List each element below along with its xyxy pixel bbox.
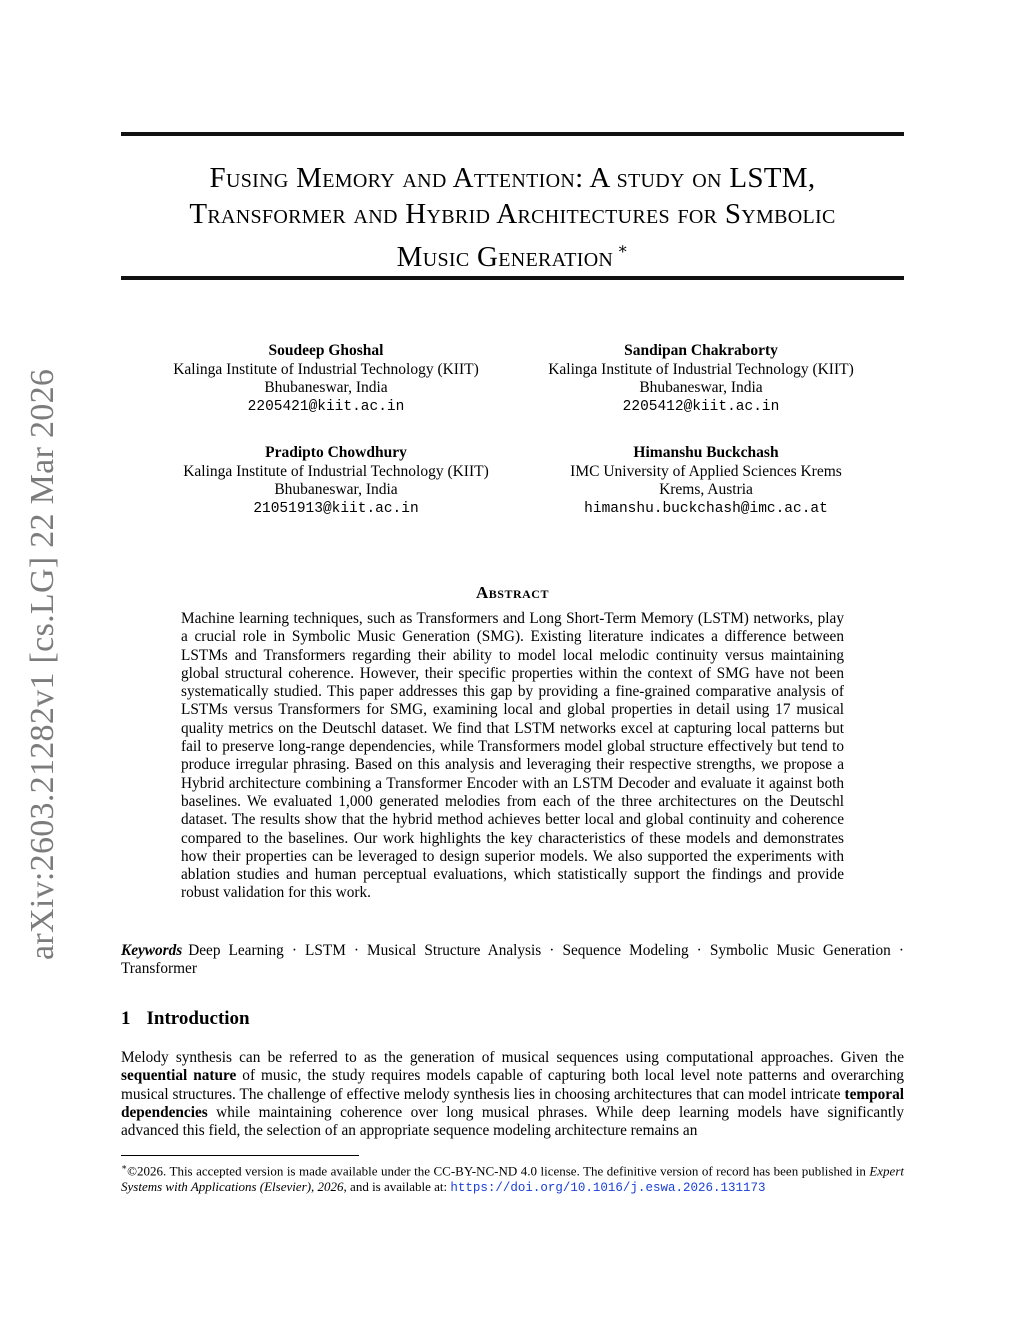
footnote <box>121 1159 904 1196</box>
author-affiliation: Kalinga Institute of Industrial Technology (KIIT) <box>548 360 854 378</box>
author-location: Krems, Austria <box>659 481 753 498</box>
author-block <box>511 342 891 416</box>
footnote-text: ©2026. This accepted version is made available under the CC-BY-NC-ND 4.0 license. The definitive version of record has been published in <box>127 1163 870 1179</box>
author-email[interactable]: 2205421@kiit.ac.in <box>247 398 405 415</box>
author-affiliation: Kalinga Institute of Industrial Technology (KIIT) <box>173 360 479 378</box>
author-location: Bhubaneswar, India <box>639 379 763 396</box>
author-location: Bhubaneswar, India <box>264 379 388 396</box>
author-name: Sandipan Chakraborty <box>624 342 778 359</box>
footnote-mark: ∗ <box>121 1162 128 1172</box>
abstract-text: Machine learning techniques, such as Transformers and Long Short-Term Memory (LSTM) networks, play a crucial role in Symbolic Music Generation (SMG). Existing literature indicates a difference between LSTMs and Transformers regarding their ability to model local melodic continuity versus maintaining global structural coherence. However, their specific properties within the context of SMG have not been systematically studied. This paper addresses this gap by providing a fine-grained comparative analysis of LSTMs versus Transformers for SMG, examining local and global properties in detail using 17 musical quality metrics on the Deutschl dataset. We find that LSTM networks excel at capturing local patterns but fail to preserve long-range dependencies, while Transformers model global structure effectively but tend to produce irregular phrasing. Based on this analysis and leveraging their respective strengths, we propose a Hybrid architecture combining a Transformer Encoder with an LSTM Decoder and evaluate it against both baselines. We evaluated 1,000 generated melodies from each of the three architectures on the Deutschl dataset. The results show that the hybrid method achieves better local and global continuity and coherence compared to the baselines. Our work highlights the key characteristics of these models and demonstrates how their properties can be leveraged to design superior models. We also supported the experiments with ablation studies and human perceptual evaluations, which statistically support the findings and provide robust validation for this work. <box>181 610 844 902</box>
author-block <box>136 342 516 416</box>
author-block <box>516 444 896 518</box>
author-name: Himanshu Buckchash <box>633 444 779 461</box>
author-location: Bhubaneswar, India <box>274 481 398 498</box>
author-block <box>146 444 526 518</box>
author-name: Soudeep Ghoshal <box>268 342 384 359</box>
keywords-label: Keywords <box>121 942 183 959</box>
title-top-rule <box>121 132 904 136</box>
intro-text: Melody synthesis can be referred to as the generation of musical sequences using computational approaches. Given the <box>121 1049 904 1066</box>
author-email[interactable]: 21051913@kiit.ac.in <box>253 500 419 517</box>
author-affiliation: IMC University of Applied Sciences Krems <box>570 462 842 480</box>
author-name: Pradipto Chowdhury <box>265 444 407 461</box>
keywords <box>121 942 904 979</box>
title-line-2: Transformer and Hybrid Architectures for Symbolic <box>189 198 836 230</box>
section-heading <box>121 1008 250 1030</box>
author-email[interactable]: himanshu.buckchash@imc.ac.at <box>584 500 828 517</box>
author-email[interactable]: 2205412@kiit.ac.in <box>622 398 780 415</box>
title-line-3: Music Generation <box>396 241 614 273</box>
title-line-1: Fusing Memory and Attention: A study on LSTM, <box>209 162 816 194</box>
arxiv-sidebar-stamp: arXiv:2603.21282v1 [cs.LG] 22 Mar 2026 <box>24 368 61 960</box>
footnote-text: , and is available at: <box>343 1179 451 1195</box>
intro-text: while maintaining coherence over long musical phrases. While deep learning models have significantly advanced this field, the selection of an appropriate sequence modeling architecture remains an <box>121 1103 904 1140</box>
doi-link[interactable]: https://doi.org/10.1016/j.eswa.2026.131173 <box>450 1181 766 1196</box>
title-footnote-mark: ∗ <box>617 241 629 258</box>
author-affiliation: Kalinga Institute of Industrial Technology (KIIT) <box>183 462 489 480</box>
title-bottom-rule <box>121 276 904 280</box>
keywords-text: Deep Learning · LSTM · Musical Structure Analysis · Sequence Modeling · Symbolic Music Generation · Transformer <box>121 942 904 978</box>
section-number: 1 <box>121 1008 131 1029</box>
abstract-heading: Abstract <box>476 583 549 602</box>
paper-title <box>121 160 904 275</box>
section-title: Introduction <box>146 1008 250 1029</box>
footnote-rule <box>121 1155 359 1156</box>
intro-bold-term: temporal dependencies <box>121 1085 904 1121</box>
footnote-venue: Expert Systems with Applications (Elsevier), 2026 <box>121 1163 904 1195</box>
intro-text: of music, the study requires models capable of capturing both local level note patterns and overarching musical structures. The challenge of effective melody synthesis lies in choosing architectures that can model intricate <box>121 1067 904 1103</box>
introduction-paragraph <box>121 1049 904 1140</box>
intro-bold-term: sequential nature <box>121 1067 237 1085</box>
